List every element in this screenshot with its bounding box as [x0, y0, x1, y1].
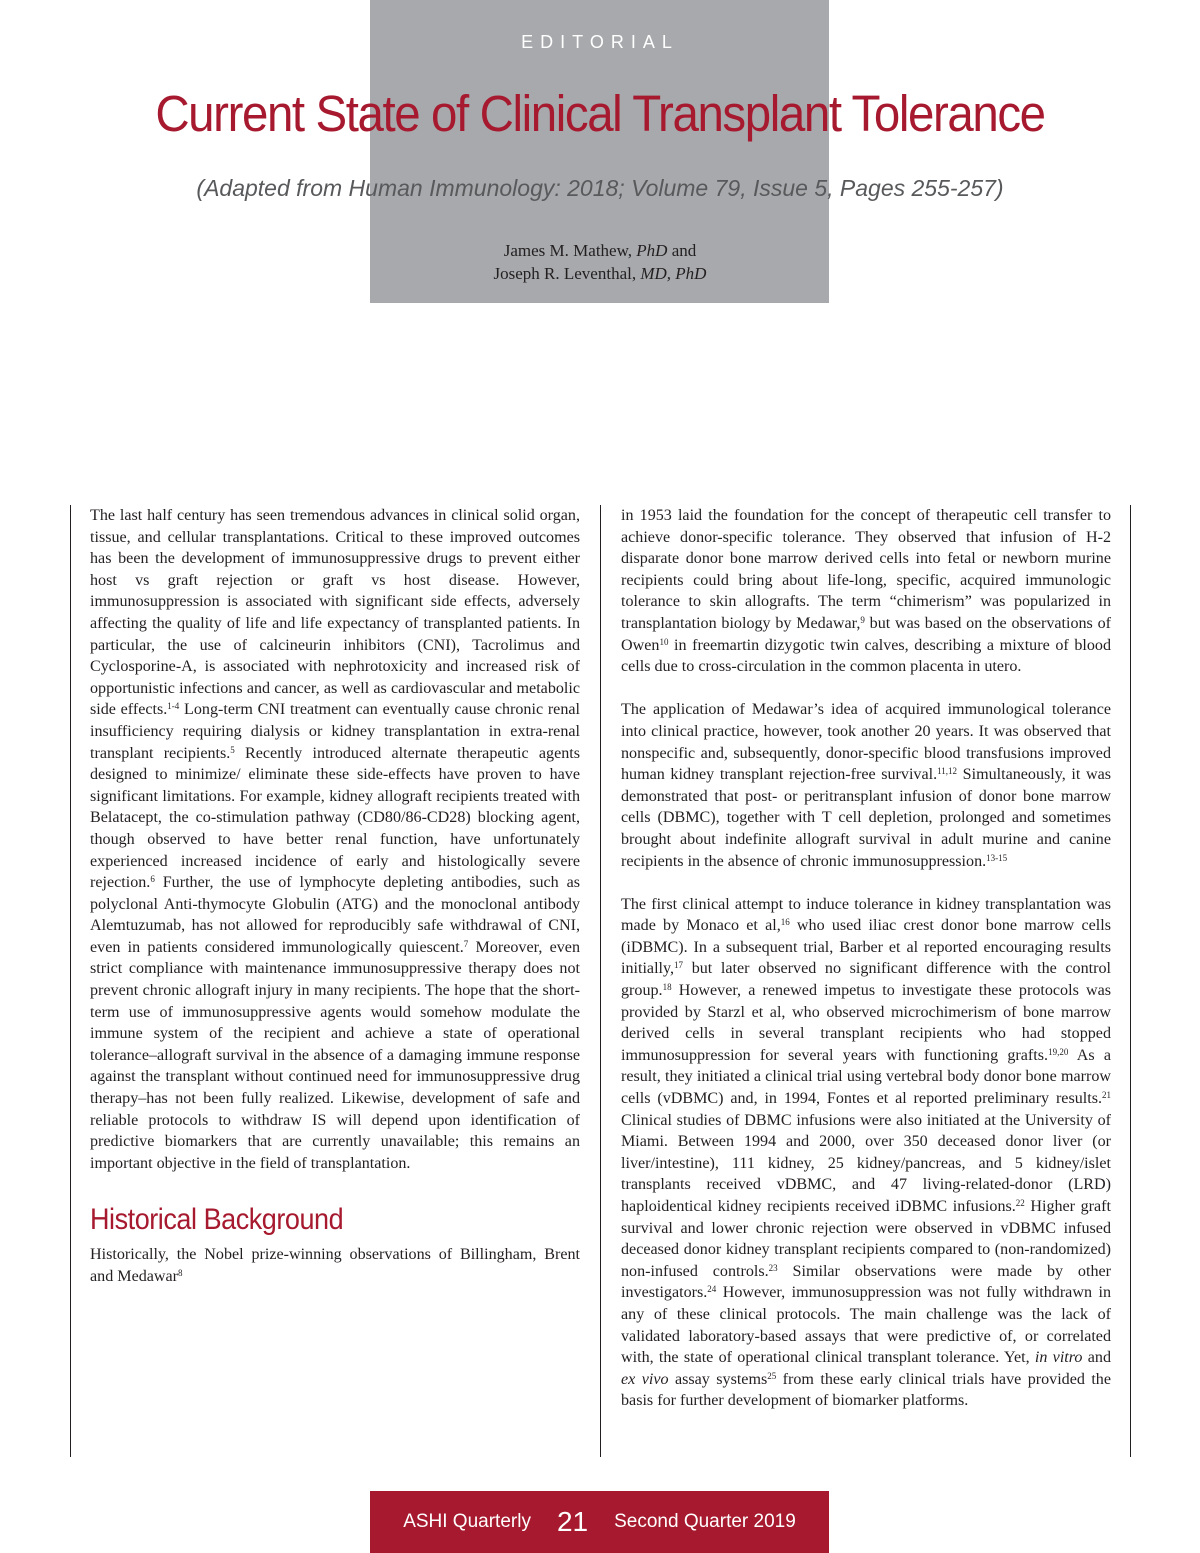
article-title: Current State of Clinical Transplant Tolerance [155, 85, 1045, 142]
page-footer [370, 1491, 829, 1553]
footer-page-number: 21 [556, 1506, 589, 1537]
section-heading: Historical Background [90, 1203, 344, 1237]
paragraph-history-part2: in 1953 laid the foundation for the concept of therapeutic cell transfer to achieve donor-specific tolerance. They observed that infusion of H-2 disparate donor bone marrow derived cells into fetal or newborn murine recipients could bring about life-long, specific, acquired immunologic tolerance to skin allografts. The term “chimerism” was popularized in transplantation biology by Medawar,$^9$ but was based on the observations of Owen$^{10}$ in freemartin dizygotic twin calves, describing a mixture of blood cells due to cross-circulation in the common placenta in utero. [621, 507, 1111, 676]
column-rule-left [70, 505, 71, 1457]
author-line-2: Joseph R. Leventhal, MD, PhD [493, 264, 707, 283]
paragraph-history-part1: Historically, the Nobel prize-winning observations of Billingham, Brent and Medawar$^8$ [90, 1246, 580, 1285]
paragraph-application: The application of Medawar’s idea of acquired immunological tolerance into clinical practice, however, took another 20 years. It was observed that nonspecific and, subsequently, donor-specific blood transfusions improved human kidney transplant rejection-free survival.$^{11,12}$ Simultaneously, it was demonstrated that post- or peritransplant infusion of donor bone marrow cells (DBMC), together with T cell depletion, prolonged and sometimes brought about indefinite allograft survival in adult murine and canine recipients in the absence of chronic immunosuppression.$^{13-15}$ [621, 701, 1111, 870]
body-column-left [90, 505, 580, 1288]
author-byline [0, 239, 1200, 285]
paragraph-intro: The last half century has seen tremendous advances in clinical solid organ, tissue, and cellular transplantations. Critical to these improved outcomes has been the development of immunosuppressive drugs to prevent either host vs graft rejection or graft vs host disease. However, immunosuppression is associated with significant side effects, adversely affecting the quality of life and life expectancy of transplanted patients. In particular, the use of calcineurin inhibitors (CNI), Tacrolimus and Cyclosporine-A, is associated with nephrotoxicity and increased risk of opportunistic infections and cancer, as well as cardiovascular and metabolic side effects.$^{1-4}$ Long-term CNI treatment can eventually cause chronic renal insufficiency requiring dialysis or kidney transplantation in extra-renal transplant recipients.$^5$ Recently introduced alternate therapeutic agents designed to minimize/ eliminate these side-effects have proven to have significant limitations. For example, kidney allograft recipients treated with Belatacept, the co-stimulation pathway (CD80/86-CD28) blocking agent, though observed to have better renal function, have unfortunately experienced increased incidence of early and histologically severe rejection.$^6$ Further, the use of lymphocyte depleting antibodies, such as polyclonal Anti-thymocyte Globulin (ATG) and the monoclonal antibody Alemtuzumab, has not allowed for reproducibly safe withdrawal of CNI, even in patients considered immunologically quiescent.$^7$ Moreover, even strict compliance with maintenance immunosuppressive therapy does not prevent chronic allograft injury in many recipients. The hope that the short-term use of immunosuppressive agents would somehow modulate the immune system of the recipient and achieve a state of operational tolerance–allograft survival in the absence of a damaging immune response against the transplant without continued need for immunosuppressive drug therapy–has not been fully realized. Likewise, development of safe and reliable protocols to withdraw IS will depend upon identification of predictive biomarkers that are currently unavailable; this remains an important objective in the field of transplantation. [90, 507, 580, 1172]
column-rule-right [1130, 505, 1131, 1457]
column-rule-middle [600, 505, 601, 1457]
article-source: (Adapted from Human Immunology: 2018; Volume 79, Issue 5, Pages 255-257) [196, 175, 1004, 201]
body-column-right [621, 505, 1111, 1412]
section-kicker: EDITORIAL [521, 32, 679, 52]
paragraph-clinical-attempts: The first clinical attempt to induce tolerance in kidney transplantation was made by Monaco et al,$^{16}$ who used iliac crest donor bone marrow cells (iDBMC). In a subsequent trial, Barber et al reported encouraging results initially,$^{17}$ but later observed no significant difference with the control group.$^{18}$ However, a renewed impetus to investigate these protocols was provided by Starzl et al, who observed microchimerism of bone marrow derived cells in several transplant recipients who had stopped immunosuppression for several years with functioning grafts.$^{19,20}$ As a result, they initiated a clinical trial using vertebral body donor bone marrow cells (vDBMC) and, in 1994, Fontes et al reported preliminary results.$^{21}$ Clinical studies of DBMC infusions were also initiated at the University of Miami. Between 1994 and 2000, over 350 deceased donor liver (or liver/intestine), 111 kidney, 25 kidney/pancreas, and 5 kidney/islet transplants received vDBMC, and 47 living-related-donor (LRD) haploidentical kidney recipients received iDBMC infusions.$^{22}$ Higher graft survival and lower chronic rejection were observed in vDBMC infused deceased donor kidney transplant recipients compared to (non-randomized) non-infused controls.$^{23}$ Similar observations were made by other investigators.$^{24}$ However, immunosuppression was not fully withdrawn in any of these clinical protocols. The main challenge was the lack of validated laboratory-based assays that were predictive of, or correlated with, the state of operational clinical transplant tolerance. Yet, in vitro and ex vivo assay systems$^{25}$ from these early clinical trials have provided the basis for further development of biomarker platforms. [621, 895, 1112, 1410]
author-line-1: James M. Mathew, PhD and [503, 241, 697, 260]
footer-issue-date: Second Quarter 2019 [614, 1511, 796, 1532]
footer-publication: ASHI Quarterly [403, 1511, 531, 1532]
